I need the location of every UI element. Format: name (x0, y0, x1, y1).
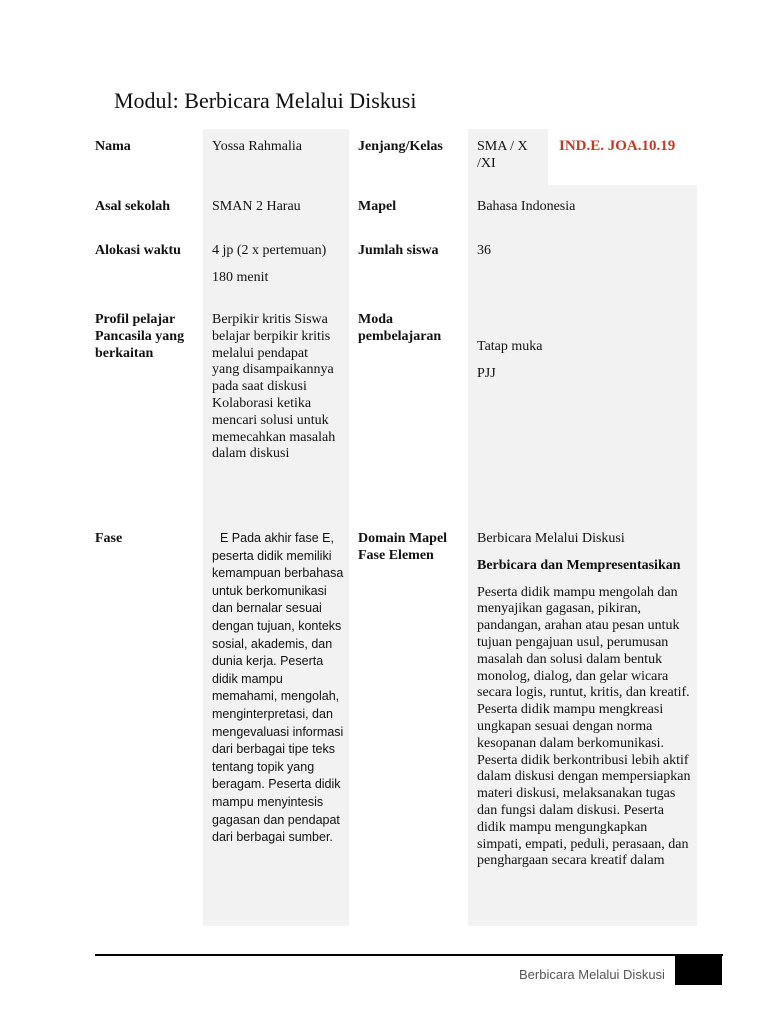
value-moda-pjj: PJJ (477, 366, 496, 381)
label-moda-pembelajaran: Moda pembelajaran (358, 312, 442, 344)
label-fase: Fase (95, 531, 123, 546)
label-jumlah-siswa: Jumlah siswa (358, 243, 439, 258)
label-mapel: Mapel (358, 199, 397, 214)
label-asal-sekolah: Asal sekolah (95, 199, 171, 214)
value-domain-mapel: Berbicara Melalui Diskusi (477, 531, 625, 546)
footer-page-box (675, 955, 722, 985)
elemen-heading: Berbicara dan Mempresentasikan (477, 557, 681, 573)
value-fase (212, 530, 346, 847)
kode-capaian: IND.E. JOA.10.19 (559, 138, 676, 154)
label-jenjang: Jenjang/Kelas (358, 139, 443, 154)
page-title: Modul: Berbicara Melalui Diskusi (114, 88, 417, 113)
footer-title: Berbicara Melalui Diskusi (519, 967, 665, 982)
domain-mapel-cell (477, 531, 691, 870)
label-nama: Nama (95, 139, 131, 154)
label-alokasi-waktu: Alokasi waktu (95, 243, 181, 258)
value-jenjang: SMA / X /XI (477, 139, 528, 171)
value-alokasi-jp: 4 jp (2 x pertemuan) (212, 243, 327, 258)
value-fase-text: E Pada akhir fase E, peserta didik memiliki kemampuan berbahasa untuk berkomunikasi dan bernalar sesuai dengan tujuan, konteks sosial, akademis, dan dunia kerja. Peserta didik mampu memahami, mengolah, menginterpretasi, dan mengevaluasi informasi dari berbagai tipe teks tentang topik yang beragam. Peserta didik mampu menyintesis gagasan dan pendapat dari berbagai sumber. (212, 531, 344, 845)
value-alokasi-menit: 180 menit (212, 270, 269, 285)
value-mapel: Bahasa Indonesia (477, 199, 576, 214)
label-profil-pelajar: Profil pelajar Pancasila yang berkaitan (95, 312, 185, 361)
value-profil-pelajar: Berpikir kritis Siswa belajar berpikir kritis melalui pendapat yang disampaikannya pada saat diskusi Kolaborasi ketika mencari solusi untuk memecahkan masalah dalam diskusi (212, 312, 336, 462)
value-moda-tatap-muka: Tatap muka (477, 339, 543, 354)
footer-rule (95, 954, 723, 956)
value-jumlah-siswa: 36 (477, 243, 491, 258)
elemen-description: Peserta didik mampu mengolah dan menyajikan gagasan, pikiran, pandangan, arahan atau pesan untuk tujuan pengajuan usul, perumusan masalah dan solusi dalam bentuk monolog, dialog, dan gelar wicara secara logis, runtut, kritis, dan kreatif. Peserta didik mampu mengkreasi ungkapan sesuai dengan norma kesopanan dalam berkomunikasi. Peserta didik berkontribusi lebih aktif dalam diskusi dengan mempersiapkan materi diskusi, melaksanakan tugas dan fungsi dalam diskusi. Peserta didik mampu mengungkapkan simpati, empati, peduli, perasaan, dan penghargaan secara kreatif dalam (477, 584, 691, 869)
value-asal-sekolah: SMAN 2 Harau (212, 199, 301, 214)
value-nama: Yossa Rahmalia (212, 139, 302, 154)
label-domain-mapel: Domain Mapel Fase Elemen (358, 531, 448, 563)
